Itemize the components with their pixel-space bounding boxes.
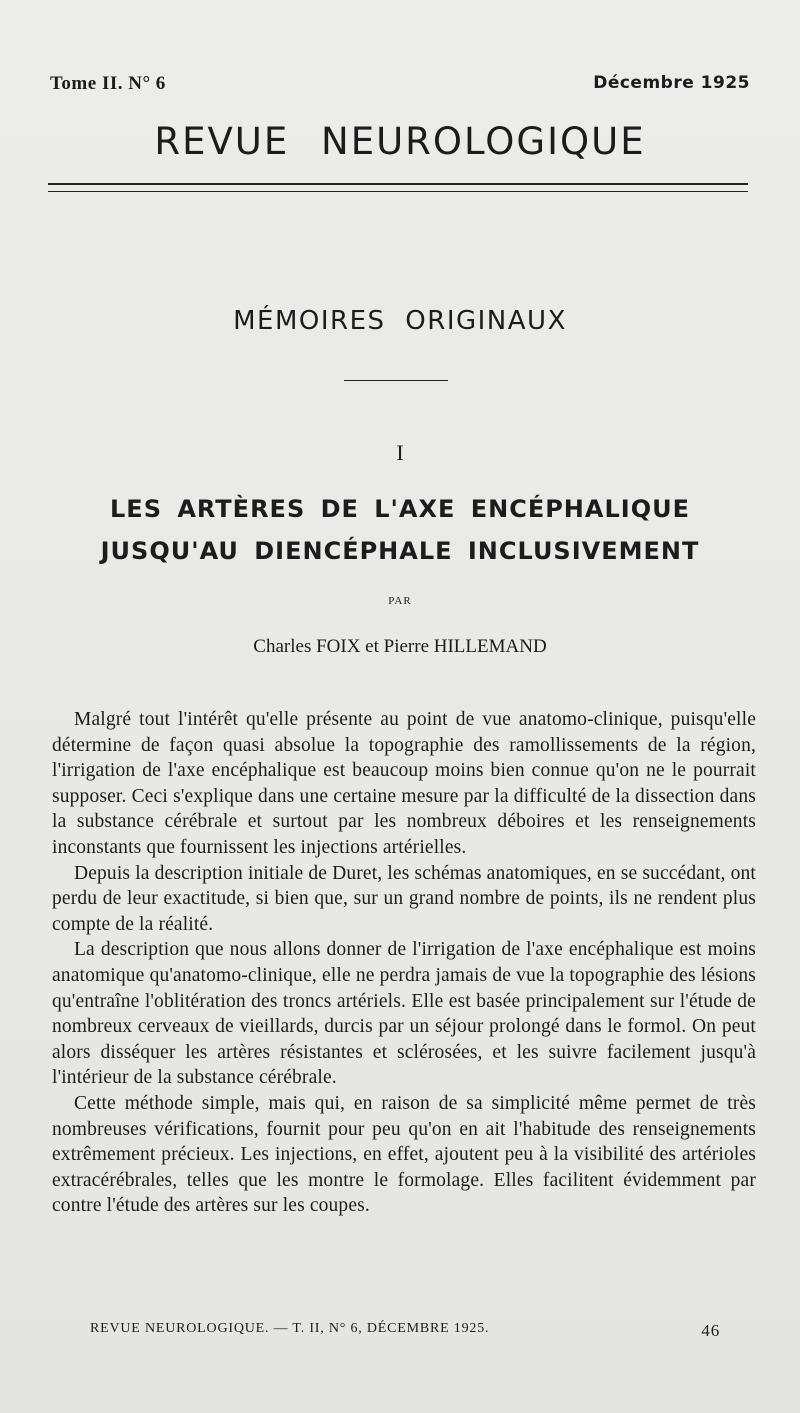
article-title (50, 488, 750, 572)
paragraph-1: Malgré tout l'intérêt qu'elle présente au point de vue anatomo-clinique, puisqu'elle détermine de façon quasi absolue la topographie des ramollissements de la région, l'irrigation de l'axe encéphalique est beaucoup moins bien connue qu'on ne le pourrait supposer. Ceci s'explique dans une certaine mesure par la difficulté de la dissection dans la substance cérébrale et surtout par les nombreux déboires et les renseignements inconstants que fournissent les injections artérielles. (52, 709, 756, 858)
running-title: REVUE NEUROLOGIQUE. — T. II, N° 6, DÉCEMBRE 1925. (90, 1321, 490, 1336)
authors: Charles FOIX et Pierre HILLEMAND (253, 636, 547, 657)
journal-title: REVUE NEUROLOGIQUE (154, 120, 646, 163)
article-title-line-1: LES ARTÈRES DE L'AXE ENCÉPHALIQUE (110, 495, 690, 523)
article-body (52, 707, 756, 1219)
page-footer (90, 1321, 720, 1341)
paragraph-4: Cette méthode simple, mais qui, en raison de sa simplicité même permet de très nombreuses vérifications, fournit pour peu qu'on en ait l'habitude des renseignements extrêmement précieux. Les injections, en effet, ajoutent peu à la visibilité des artérioles extracérébrales, telles que les montre le formolage. Elles facilitent évidemment par contre l'étude des artères sur les coupes. (52, 1092, 756, 1217)
section-divider (344, 380, 448, 381)
header-double-rule (48, 183, 748, 192)
article-number: I (396, 440, 404, 465)
paragraph-2: Depuis la description initiale de Duret, les schémas anatomiques, en se succédant, ont perdu de leur exactitude, si bien que, sur un grand nombre de points, ils ne rendent plus compte de la réalité. (52, 862, 756, 935)
section-title: MÉMOIRES ORIGINAUX (233, 306, 567, 336)
page-number: 46 (701, 1321, 720, 1340)
paragraph-3: La description que nous allons donner de l'irrigation de l'axe encéphalique est moins anatomique qu'anatomo-clinique, elle ne perdra jamais de vue la topographie des lésions qu'entraîne l'oblitération des troncs artériels. Elle est basée principalement sur l'étude de nombreux cerveaux de vieillards, durcis par un séjour prolongé dans le formol. On peut alors disséquer les artères résistantes et sclérosées, et les suivre facilement jusqu'à l'intérieur de la substance cérébrale. (52, 939, 756, 1089)
issue-date: Décembre 1925 (593, 73, 750, 93)
article-title-line-2: JUSQU'AU DIENCÉPHALE INCLUSIVEMENT (100, 537, 700, 565)
byline-par: PAR (388, 595, 412, 607)
page-header (50, 73, 750, 95)
volume-number: Tome II. N° 6 (50, 73, 166, 94)
